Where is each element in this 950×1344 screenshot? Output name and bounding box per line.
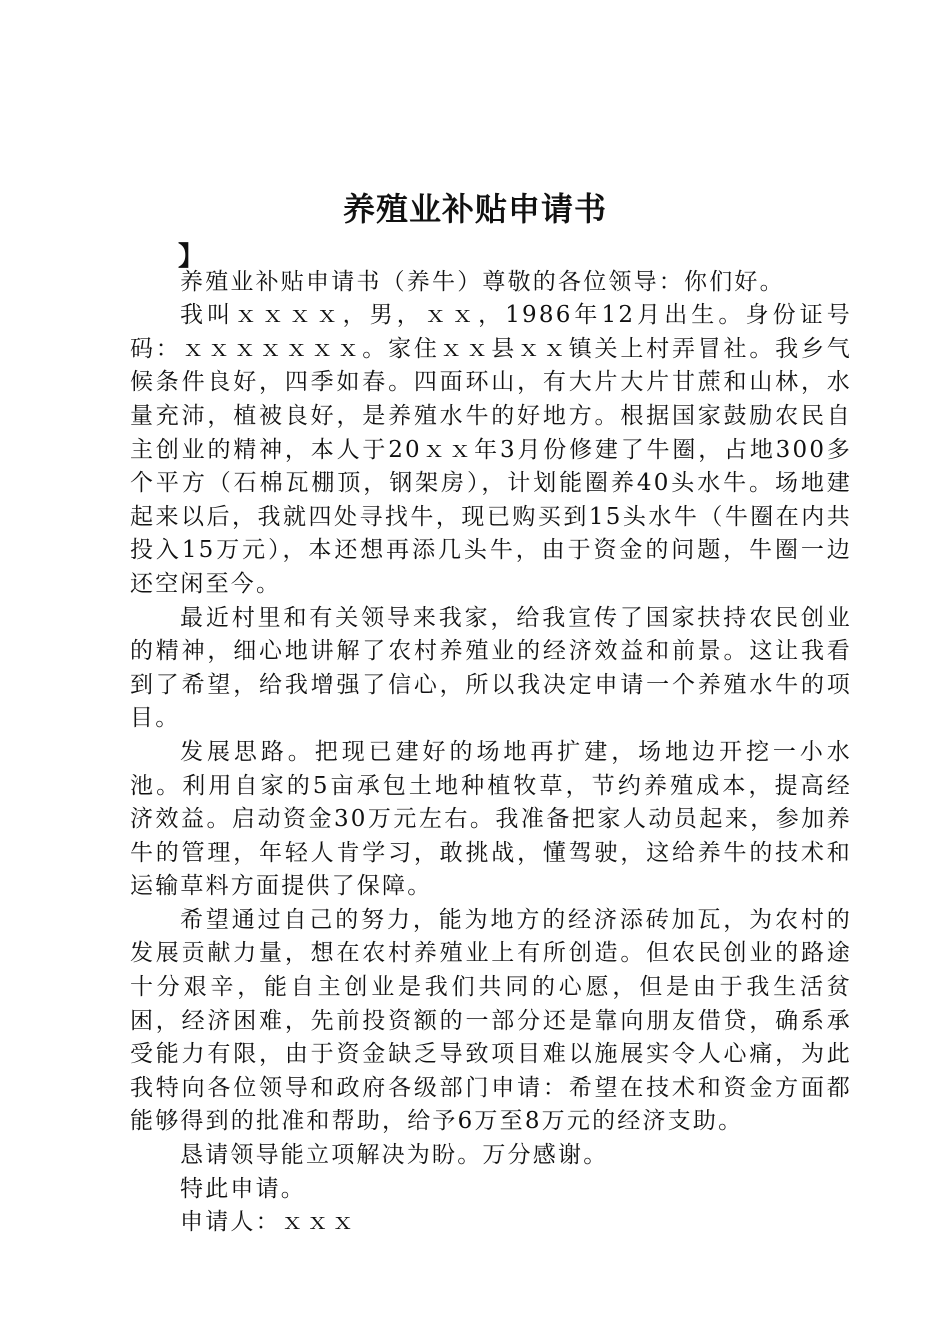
- paragraph-closing: 特此申请。: [180, 1175, 306, 1202]
- document-title: 养殖业补贴申请书: [342, 190, 607, 228]
- bracket-marker: 】: [178, 242, 205, 272]
- paragraph-thanks: 恳请领导能立项解决为盼。万分感谢。: [180, 1142, 609, 1169]
- paragraph-introduction: 我叫ｘｘｘｘ，男，ｘｘ，1986年12月出生。身份证号码：ｘｘｘｘｘｘｘ。家住ｘｘ县ｘｘ镇关上村弄冒社。我乡气候条件良好，四季如春。四面环山，有大片大片甘蔗和山林，水量充沛，植被良好，是养殖水牛的好地方。根据国家鼓励农民自主创业的精神，本人于20ｘｘ年3月份修建了牛圈，占地300多个平方（石棉瓦棚顶，钢架房），计划能圈养40头水牛。场地建起来以后，我就四处寻找牛，现已购买到15头水牛（牛圈在内共投入15万元），本还想再添几头牛，由于资金的问题，牛圈一边还空闲至今。: [130, 302, 852, 597]
- paragraph-applicant: 申请人：ｘｘｘ: [180, 1209, 357, 1236]
- paragraph-request: 希望通过自己的努力，能为地方的经济添砖加瓦，为农村的发展贡献力量，想在农村养殖业上有所创造。但农民创业的路途十分艰辛，能自主创业是我们共同的心愿，但是由于我生活贫困，经济困难，先前投资额的一部分还是靠向朋友借贷，确系承受能力有限，由于资金缺乏导致项目难以施展实令人心痛，为此我特向各位领导和政府各级部门申请：希望在技术和资金方面都能够得到的批准和帮助，给予6万至8万元的经济支助。: [130, 906, 852, 1135]
- paragraph-motivation: 最近村里和有关领导来我家，给我宣传了国家扶持农民创业的精神，细心地讲解了农村养殖业的经济效益和前景。这让我看到了希望，给我增强了信心，所以我决定申请一个养殖水牛的项目。: [130, 604, 852, 732]
- document-body: [130, 232, 852, 1240]
- paragraph-greeting: 养殖业补贴申请书（养牛）尊敬的各位领导：你们好。: [180, 268, 785, 295]
- paragraph-development-plan: 发展思路。把现已建好的场地再扩建，场地边开挖一小水池。利用自家的5亩承包土地种植牧草，节约养殖成本，提高经济效益。启动资金30万元左右。我准备把家人动员起来，参加养牛的管理，年轻人肯学习，敢挑战，懂驾驶，这给养牛的技术和运输草料方面提供了保障。: [130, 738, 852, 900]
